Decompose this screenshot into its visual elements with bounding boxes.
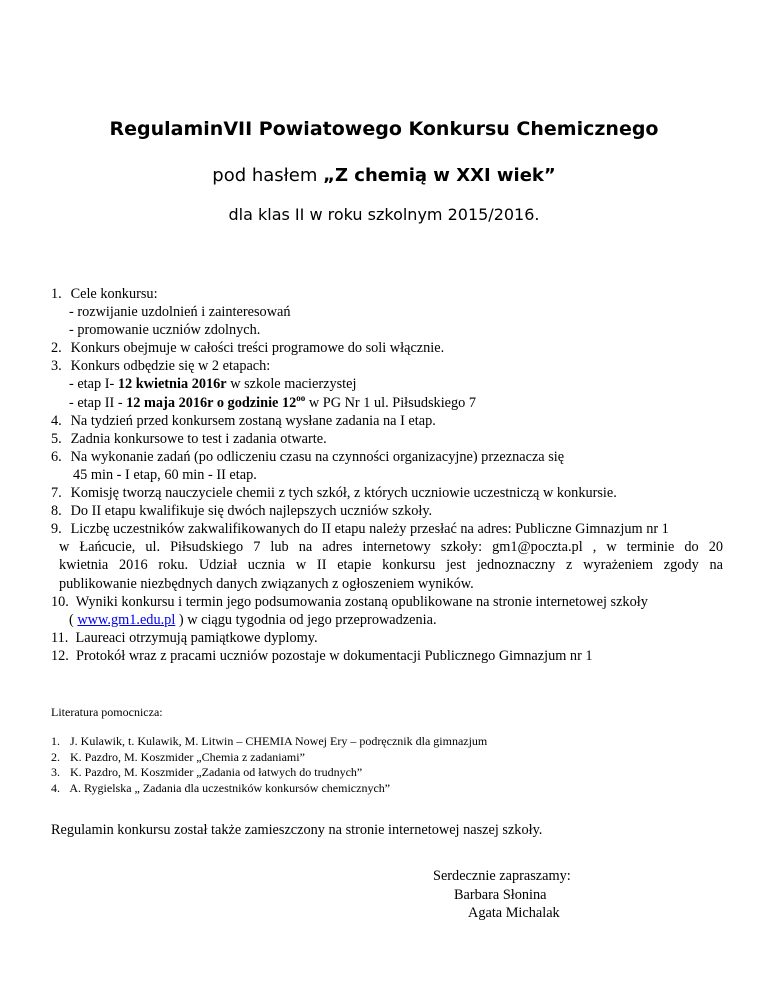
signature-name: Barbara Słonina xyxy=(454,886,547,903)
rule-9 xyxy=(51,520,723,538)
rule-text: Komisję tworzą nauczyciele chemii z tych szkół, z których uczniowie uczestniczą w konkursie. xyxy=(70,485,617,502)
rule-number: 3. xyxy=(51,358,62,375)
rule-text: Wyniki konkursu i termin jego podsumowania zostaną opublikowane na stronie internetowej szkoły xyxy=(75,593,648,610)
literature-item xyxy=(51,734,723,750)
signature-greeting: Serdecznie zapraszamy: xyxy=(433,868,571,884)
rule-number: 4. xyxy=(51,412,62,429)
signature-block xyxy=(433,867,571,923)
rule-1-point-b: - promowanie uczniów zdolnych. xyxy=(69,322,261,339)
rule-text: Zadnia konkursowe to test i zadania otwarte. xyxy=(70,430,327,447)
rule-text: ) w ciągu tygodnia od jego przeprowadzenia. xyxy=(175,611,437,628)
motto-line xyxy=(0,165,768,186)
website-note: Regulamin konkursu został także zamieszczony na stronie internetowej naszej szkoły. xyxy=(51,822,543,838)
stage-date: 12 kwietnia 2016r xyxy=(117,376,227,393)
rule-7 xyxy=(51,484,723,502)
rule-9-line-4: publikowanie niezbędnych danych związanych z ogłoszeniem wyników. xyxy=(59,575,474,592)
rule-text: Konkurs obejmuje w całości treści programowe do soli włącznie. xyxy=(70,340,445,357)
rule-number: 2. xyxy=(51,340,62,357)
rule-number: 7. xyxy=(51,485,62,502)
motto: „Z chemią w XXI wiek” xyxy=(323,165,556,186)
literature-item xyxy=(51,750,723,766)
literature-item xyxy=(51,781,723,797)
stage-time-superscript: oo xyxy=(296,392,306,403)
rule-text: Protokół wraz z pracami uczniów pozostaje w dokumentacji Publicznego Gimnazjum nr 1 xyxy=(76,647,593,664)
subtitle: dla klas II w roku szkolnym 2015/2016. xyxy=(228,205,540,224)
rule-5 xyxy=(51,430,723,448)
rule-number: 12. xyxy=(51,647,69,664)
literature-list xyxy=(51,734,723,796)
rule-3-stage-2 xyxy=(51,394,723,412)
rule-10-continued xyxy=(51,611,723,629)
rule-6-continued: 45 min - I etap, 60 min - II etap. xyxy=(73,466,257,483)
paren-open: ( xyxy=(69,611,78,628)
rule-number: 11. xyxy=(51,629,69,646)
rule-number: 6. xyxy=(51,448,62,465)
rule-1 xyxy=(51,285,723,303)
rule-12 xyxy=(51,647,723,665)
page-title: RegulaminVII Powiatowego Konkursu Chemicznego xyxy=(109,118,659,140)
stage-prefix: - etap I- xyxy=(69,376,118,393)
rule-number: 9. xyxy=(51,521,62,538)
rule-text: Laureaci otrzymują pamiątkowe dyplomy. xyxy=(75,629,318,646)
rule-11 xyxy=(51,629,723,647)
motto-prefix: pod hasłem xyxy=(212,165,324,186)
signature-name: Agata Michalak xyxy=(468,905,560,921)
rule-text: Na tydzień przed konkursem zostaną wysłane zadania na I etap. xyxy=(70,412,436,429)
item-number: 4. xyxy=(51,780,60,795)
rule-number: 8. xyxy=(51,503,62,520)
rule-3 xyxy=(51,357,723,375)
rule-6 xyxy=(51,448,723,466)
rule-number: 1. xyxy=(51,286,62,302)
item-number: 3. xyxy=(51,765,60,779)
item-text: J. Kulawik, t. Kulawik, M. Litwin – CHEMIA Nowej Ery – podręcznik dla gimnazjum xyxy=(70,734,488,748)
rule-text: Liczbę uczestników zakwalifikowanych do II etapu należy przesłać na adres: Publiczne Gimnazjum nr 1 xyxy=(70,521,669,538)
stage-prefix: - etap II - xyxy=(69,394,127,411)
rule-9-line-2: w Łańcucie, ul. Piłsudskiego 7 lub na adres internetowy szkoły: gm1@poczta.pl , w terminie do 20 xyxy=(59,539,723,556)
stage-date: 12 maja 2016r o godzinie 12 xyxy=(126,394,297,411)
rule-number: 10. xyxy=(51,593,69,610)
item-text: K. Pazdro, M. Koszmider „Chemia z zadaniami” xyxy=(70,749,305,764)
literature-item xyxy=(51,765,723,781)
rules-list xyxy=(51,285,723,665)
stage-place: w szkole macierzystej xyxy=(226,376,357,393)
rule-8 xyxy=(51,502,723,520)
item-text: K. Pazdro, M. Koszmider „Zadania od łatwych do trudnych” xyxy=(70,765,363,779)
item-text: A. Rygielska „ Zadania dla uczestników konkursów chemicznych” xyxy=(69,780,391,795)
item-number: 2. xyxy=(51,749,60,764)
rule-text: Konkurs odbędzie się w 2 etapach: xyxy=(70,358,271,375)
rule-4 xyxy=(51,412,723,430)
rule-2 xyxy=(51,339,723,357)
rule-text: Na wykonanie zadań (po odliczeniu czasu na czynności organizacyjne) przeznacza się xyxy=(70,448,565,465)
rule-1-point-a: - rozwijanie uzdolnień i zainteresowań xyxy=(69,304,291,321)
rule-text: Do II etapu kwalifikuje się dwóch najlepszych uczniów szkoły. xyxy=(70,503,433,520)
rule-9-line-3: kwietnia 2016 roku. Udział ucznia w II etapie konkursu jest jednoznaczny z wyrażeniem zgody na xyxy=(59,557,723,574)
school-website-link[interactable]: www.gm1.edu.pl xyxy=(77,611,176,628)
rule-text: Cele konkursu: xyxy=(70,286,158,302)
rule-10 xyxy=(51,593,723,611)
literature-heading: Literatura pomocnicza: xyxy=(51,705,163,719)
rule-3-stage-1 xyxy=(51,375,723,393)
rule-number: 5. xyxy=(51,430,62,447)
stage-place: w PG Nr 1 ul. Piłsudskiego 7 xyxy=(305,394,477,411)
item-number: 1. xyxy=(51,734,60,748)
